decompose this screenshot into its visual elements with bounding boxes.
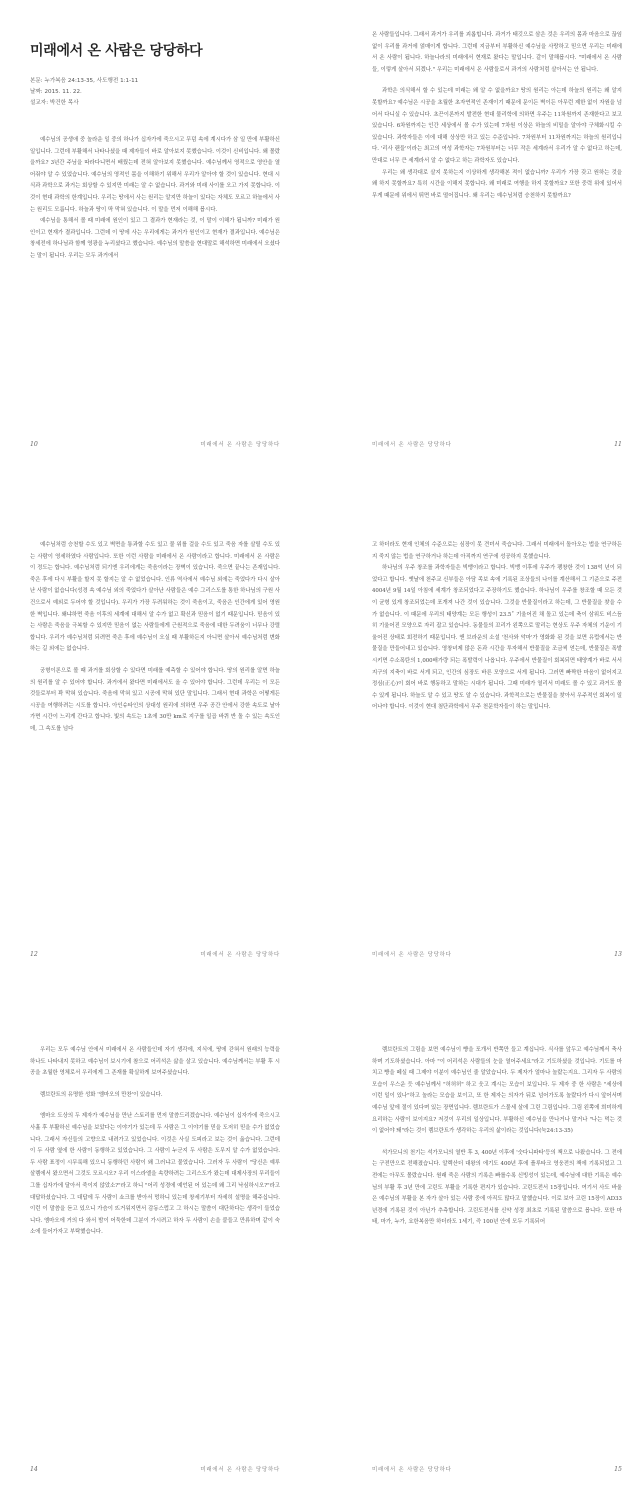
page-11 bbox=[372, 30, 622, 450]
page-footer bbox=[372, 1463, 622, 1475]
page-10 bbox=[30, 30, 280, 450]
paragraph: 고 하더라도 현재 인체의 수준으로는 심장이 못 견뎌서 죽습니다. 그래서 미래에서 돌아오는 법을 연구하든지 죽지 않는 법을 연구하거나 하는데 아직까지 연구에 성공하지 못했습니다. bbox=[372, 542, 622, 560]
paragraph: 예수님처럼 승천할 수도 있고 벽면을 통과할 수도 있고 물 위를 걸을 수도 있고 죽음 자를 살릴 수도 있는 사람이 영세하였다 사람입니다. 또한 이런 사람을 미래에서 온 사람이라고 합니다. 미래에서 온 사람은 이 정도는 합니다. 예수님처럼 되기엔 우리에게는 죽음이라는 장벽이 있습니다. 죽으면 끝나는 존재입니다. 죽은 후에 다시 부활을 할지 못 할지는 알 수 없었습니다. 인류 역사에서 예수님 외에는 죽었다가 다시 살아난 사람이 없습니다(성경 속 예수님 외의 죽었다가 살아난 사람들은 예수 그리스도를 통한 하나님의 구원 사건으로서 예외로 두어야 할 것입니다). 우리가 가장 두려워하는 것이 죽음이고, 죽음은 인간에게 있어 영원한 벽입니다. 왜냐하면 죽음 이후의 세계에 대해서 알 수가 없고 확신과 믿음이 없기 때문입니다. 믿음이 있는 사람은 죽음을 극복할 수 있지만 믿음이 없는 사람들에게 근원적으로 죽음에 대한 두려움이 너무나 강렬합니다. 우리가 예수님처럼 되려면 죽은 후에 예수님이 오실 때 부활하든지 아니면 살아서 예수님처럼 변화하는 길 외에는 없습니다. bbox=[30, 542, 281, 653]
page-number: 15 bbox=[614, 1465, 622, 1473]
paragraph: 궁형이론으로 볼 때 과거를 회상할 수 있다면 미래를 예측할 수 있어야 합니다. 땅의 원리를 알면 하늘의 원리를 알 수 있어야 합니다. 과거에서 왔다면 미래에서도 올 수 있어야 합니다. 그런데 우리는 이 모든 것들로부터 꽉 막혀 있습니다. 죽음에 막혀 있고 시공에 막혀 있단 말입니다. 그래서 현대 과학은 어떻게든 시공을 여행하려는 시도를 합니다. 아인슈타인의 상대성 원리에 의하면 우주 공간 안에서 강한 속도로 날아가면 시간이 느리게 간다고 합니다. 빛의 속도는 1초에 30만 km로 지구를 일곱 바퀴 반 돌 수 있는 속도인데, 그 속도를 넘다 bbox=[30, 667, 280, 732]
running-head: 미래에서 온 사람은 당당하다 bbox=[372, 952, 452, 958]
page-footer bbox=[30, 1463, 280, 1475]
running-head: 미래에서 온 사람은 당당하다 bbox=[200, 442, 280, 448]
page-number: 11 bbox=[614, 440, 622, 448]
paragraph: 과학은 의식해서 할 수 있는데 미래는 왜 알 수 없을까요? 땅의 원리는 아는데 하늘의 원리는 왜 알지 못할까요? 예수님은 시공을 초월한 초자연적인 존재이기 때문에 문이든 벽이든 아무런 제한 없이 자원을 넘어서 다니실 수 있습니다. 초끈이론까지 발전한 현대 물리학에 의하면 우주는 11차원까지 존재한다고 보고 있습니다. 6차원까지는 인간 세상에서 볼 수가 있는데 7차원 이상은 하늘의 비밀을 알아야 구체화시킬 수 있습니다. 과학자들은 이에 대해 상상만 하고 있는 수준입니다. 7차원부터 11차원까지는 하늘의 원리입니다. '리사 랜들'이라는 최고의 여성 과학자는 7차원부터는 너무 작은 세계라서 우리가 알 수 없다고 하는데, 만대로 너무 큰 세계라서 알 수 없다고 하는 과학자도 있습니다. bbox=[372, 88, 622, 164]
running-head: 미래에서 온 사람은 당당하다 bbox=[372, 442, 452, 448]
paragraph: 온 사람들입니다. 그래서 과거가 우리를 괴롭힙니다. 과거가 태깃으로 삼은 것은 우리의 몸과 마음으로 끊임없이 우리를 과거에 얽매이게 합니다. 그런데 지금부터 부활하신 예수님을 사랑하고 믿으면 우리는 미래에서 온 사람이 됩니다. 하늘나라의 미래에서 현재로 왔다는 말입니다. 같이 말해봅시다. "미래에서 온 사람들, 이렇게 살아서 되겠나." 우리는 미래에서 온 사람들로서 과거의 사람처럼 살아서는 안 됩니다. bbox=[372, 32, 622, 73]
page-13 bbox=[372, 540, 622, 960]
meta-scripture: 본문: 누가복음 24:13-35, 사도행전 1:1-11 bbox=[30, 78, 139, 84]
page-15 bbox=[372, 1045, 622, 1475]
paragraph: 예수님을 통해서 볼 때 미래에 원인이 있고 그 결과가 현재라는 것, 이 말이 이해가 됩니까? 미래가 원인이고 현재가 결과입니다. 그런데 이 땅에 사는 우리에게는 과거가 원인이고 현재가 결과입니다. 예수님은 창세전에 하나님과 함께 영광을 누리셨다고 했습니다. 예수님의 말씀을 현대말로 해석하면 미래에서 오셨다는 말이 됩니다. 우리는 모두 과거에서 bbox=[30, 218, 280, 259]
paragraph: 렘브란트의 유명한 성화 '엠마오의 만찬'이 있습니다. bbox=[40, 1091, 163, 1098]
running-head: 미래에서 온 사람은 당당하다 bbox=[200, 1467, 280, 1473]
page-14 bbox=[30, 1045, 280, 1475]
page-footer bbox=[372, 438, 622, 450]
paragraph: 우리는 모두 예수님 안에서 미래에서 온 사람들인데 자기 생각에, 지식에, 땅에 갇혀서 원래의 능력을 하나도 나타내지 못하고 예수님이 보시기에 참으로 어리석은 삶을 살고 있습니다. 예수님께서는 부활 후 시공을 초월한 영체로서 우리에게 그 존재를 확실하게 보여주셨습니다. bbox=[30, 1047, 280, 1077]
meta-date: 날짜: 2015. 11. 22. bbox=[30, 89, 82, 95]
page-number: 13 bbox=[614, 950, 622, 958]
running-head: 미래에서 온 사람은 당당하다 bbox=[200, 952, 280, 958]
paragraph: 예수님의 공생애 중 놀라운 일 중의 하나가 십자가에 죽으시고 무덤 속에 계시다가 삼 일 만에 부활하신 일입니다. 그런데 부활해서 나타나셨을 때 제자들이 바로 알아보지 못했습니다. 이것이 신비입니다. 왜 몰랐을까요? 3년간 주님을 따라다니면서 배웠는데 전혀 알아보지 못했습니다. 예수님께서 영적으로 영안을 열어줘야 알 수 있었습니다. 예수님의 영적인 몸을 이해하기 위해서 우리가 알아야 할 것이 있습니다. 현대 시식과 과학으로 과거는 회상할 수 있지만 미래는 알 수 없습니다. 과거와 미래 사이를 오고 가지 못합니다. 이것이 현대 과학의 한계입니다. 우리는 땅에서 사는 원리는 알지만 하늘이 있다는 자체도 모르고 하늘에서 사는 원리도 모릅니다. 하늘과 땅이 딱 막혀 있습니다. 이 말을 먼저 이해해 봅시다. bbox=[30, 137, 280, 213]
paragraph: 렘브란트의 그림을 보면 예수님이 빵을 포개서 반쪽만 들고 계십니다. 식사를 앞두고 예수님께서 축사하며 기도하셨습니다. 아마 "이 어리석은 사람들의 눈을 열어주세요"라고 기도하셨을 것입니다. 기도를 마치고 빵을 떼실 때 그제야 이분이 예수님인 줄 알았습니다. 두 제자가 얼마나 놀랐는지요. 그리자 두 사람의 모습이 우스운 듯 예수님께서 "허허허" 하고 웃고 계시는 모습이 보입니다. 두 제자 중 한 사람은 "세상에 이런 일이 있나"하고 놀라는 모습을 보이고, 또 한 제자는 의자가 뒤로 넘어가도록 놀랐다가 다시 앞어서며 예수님 앞에 절이 있다며 있는 장면입니다. 렘브란트가 스물세 살에 그린 그림입니다. 그림 왼쪽에 희미하게 요리하는 사람이 보이지요? 저것이 우리의 일상입니다. 부활하신 예수님을 만나거나 말거나 "나는 먹는 것이 없어야 돼"라는 것이 렘브란트가 생각하는 우리의 삶이라는 것입니다(눅24:13-35) bbox=[372, 1047, 622, 1135]
running-head: 미래에서 온 사람은 당당하다 bbox=[372, 1467, 452, 1473]
page-footer bbox=[30, 948, 280, 960]
page-number: 12 bbox=[30, 950, 38, 958]
paragraph: 하나님의 우주 창조를 과학자들은 빅뱅이라고 합니다. 빅뱅 이후에 우주가 팽창한 것이 138억 년이 되었다고 합니다. 옛날에 천주교 신부들은 아담 족보 속에 기록된 조상들의 나이를 계산해서 그 기준으로 주전 4004년 9월 14일 아침에 세계가 창조되었다고 주장하기도 했습니다. 하나님이 우주를 창조할 때 모든 것이 균형 있게 창조되었는데 포개져 나간 것이 있습니다. 그것을 반물질이라고 하는데, 그 반물질을 찾을 수가 없습니다. 이 때문에 우리의 태양계는 모든 행성이 23.5˚ 기울어진 채 돌고 있는데 축이 삼위도 비스듬히 기울어진 모양으로 자리 잡고 있습니다. 동물들의 꼬리가 왼쪽으로 말리는 현상도 우주 자체의 기운이 기울어진 상태로 회전하기 때문입니다. 앤 브라운의 소설 '천사와 악마'가 영화화 된 것을 보면 유럽에서는 반물질을 만들어내고 있습니다. 영창녀제 많은 돈과 시간을 투자해서 반물질을 조금씩 얻는데, 반물질은 폭발시키면 수소폭탄의 1,000배가량 되는 폭발력이 나옵니다. 우주에서 반물질이 회복되면 태양계가 바로 서서 지구의 지축이 바로 서게 되고, 인간의 심장도 바른 모양으로 서게 됩니다. 그러면 빠짝한 마음이 없어지고 정심(正心)이 회어 바로 행동하고 말하는 시대가 됩니다. 그때 미래가 열리서 미래도 볼 수 있고 과거도 볼 수 있게 됩니다. 하늘도 알 수 있고 땅도 알 수 있습니다. 과학적으로는 반물질을 찾아서 우주적인 회복이 일어나야 합니다. 이것이 현대 첨단과학에서 우주 천문학자들이 하는 말입니다. bbox=[372, 565, 622, 711]
paragraph: 엠마오 도상의 두 제자가 예수님을 만난 스토리를 먼저 말씀드리겠습니다. 예수님이 십자가에 죽으시고 사흘 후 부활하신 예수님을 보았다는 이야기가 있는데 두 사람은 그 이야기를 믿을 도저히 믿을 수가 없었습니다. 그래서 자신들의 고향으로 내려가고 있었습니다. 이것은 사실 도피라고 보는 것이 옳습니다. 그런데 이 두 사람 옆에 한 사람이 동행하고 있었습니다. 그 사람이 누군지 두 사람은 도무지 알 수가 없었습니다. 두 사람 표정이 시무룩해 있으니 동행하던 사람이 왜 그러냐고 물었습니다. 그러자 두 사람이 "당신은 예루살렘에서 왔으면서 그것도 모르시오? 우리 이스라엘을 속량하려는 그리스도가 왔는데 대제사장의 무리들이 그를 십자가에 달아서 죽이지 않았소?"라고 하니 "어리 성경에 예언된 어 있는데 왜 그리 낙심하시오?"라고 대답하셨습니다. 그 대답에 두 사람이 쇼크를 받아서 멍하니 있는데 창세기부터 자세히 설명을 해주십니다. 이런 이 말씀을 듣고 있으니 가슴이 뜨거워지면서 감동스럽고 그 하시는 말씀이 대단하다는 생각이 들었습니다. 엠마오에 거의 다 와서 밤이 어둑한데 그분이 가시려고 하자 두 사람이 손을 붙들고 만류하며 같이 숙소에 들어가자고 부탁했습니다. bbox=[30, 1113, 280, 1236]
page-title: 미래에서 온 사람은 당당하다 bbox=[30, 43, 203, 59]
page-footer bbox=[372, 948, 622, 960]
page-footer bbox=[30, 438, 280, 450]
page-number: 14 bbox=[30, 1465, 38, 1473]
page-number: 10 bbox=[30, 440, 38, 448]
page-12 bbox=[30, 540, 280, 960]
paragraph: 우리는 왜 생각대로 살지 못하는지 이상하게 생각해본 적이 없습니까? 우리가 가장 갖고 원하는 것을 왜 하지 못할까요? 특히 시간을 이해지 못합니다. 왜 미래로 여행을 하지 못할까요? 또한 중력 위에 있어서 무게 때문에 위에서 뛰면 바로 떨어집니다. 왜 우리는 예수님처럼 승천하지 못할까요? bbox=[372, 169, 622, 199]
paragraph: 석가모니의 천기는 석가모니의 열반 후 3, 400년 이후에 '숫다니파타'등의 책으로 나왔습니다. 그 전에는 구전만으로 전해졌습니다. 알렉산더 대왕의 에기도 400년 후에 플루타크 영웅전의 책에 기록되었고 그 전에는 아무도 몰랐습니다. 원래 죽은 사람의 기록은 빠를수록 신빙성이 있는데, 예수님에 대한 기록은 예수님의 부활 후 3년 만에 고린도 부활을 기록한 편지가 있습니다. 고린도전서 15장입니다. 여기서 사도 바울은 예수님의 부활을 본 자가 살아 있는 사람 중에 아직도 많다고 말했습니다. 이로 보아 고린 15장이 AD33년경에 기록된 것이 아닌가 추측합니다. 고린도전서를 신약 성경 최초로 기록된 말씀으로 봅니다. 또한 마태, 마가, 누가, 요한복음만 하더라도 1세기, 즉 100년 안에 모두 기록되어 bbox=[372, 1149, 622, 1226]
meta-preacher: 설교자: 박건한 목사 bbox=[30, 100, 79, 106]
